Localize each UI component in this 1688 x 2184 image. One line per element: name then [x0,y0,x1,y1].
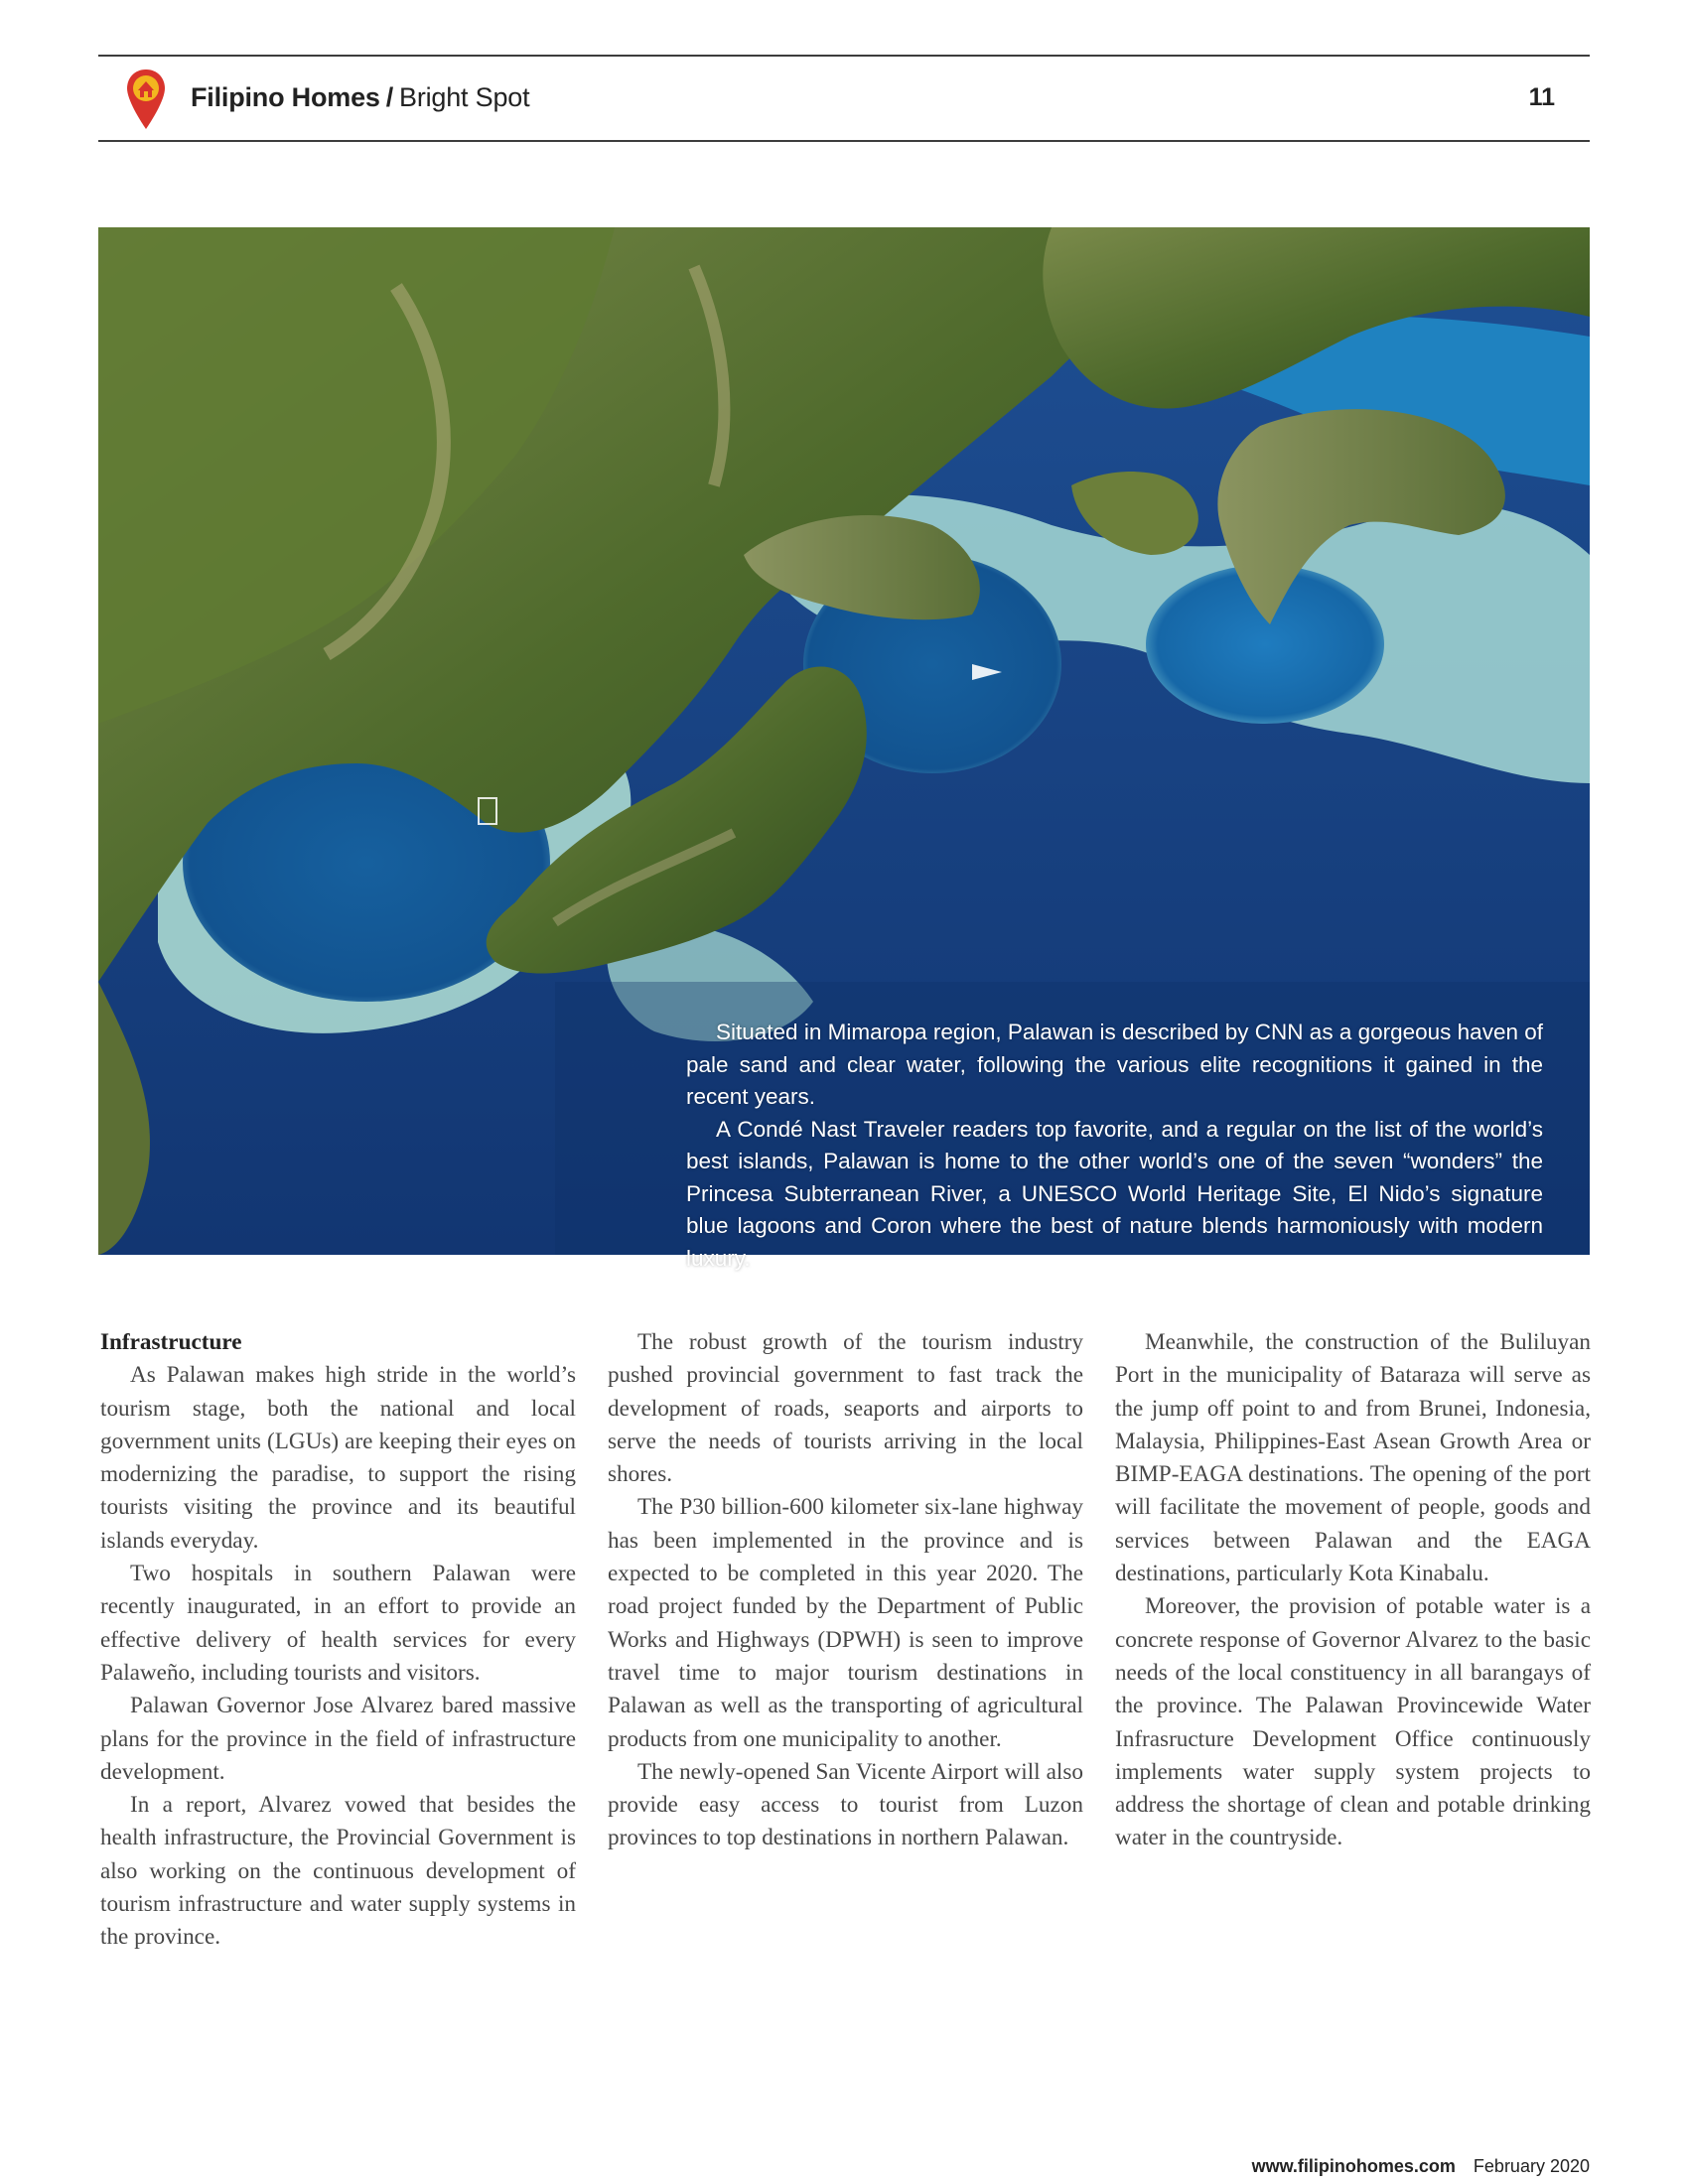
caption-paragraph: A Condé Nast Traveler readers top favorite, and a regular on the list of the world’s best islands, Palawan is home to the other world’s one of the seven “wonders” the Princesa Subterranean River, a UNESCO World Heritage Site, El Nido’s signature blue lagoons and Coron where the best of nature blends harmoniously with modern luxury. [686,1116,1543,1271]
brand-name: Filipino Homes [191,82,380,112]
body-paragraph: Two hospitals in southern Palawan were recently inaugurated, in an effort to provide an effective delivery of health services for every Palaweño, including tourists and visitors. [100,1561,576,1686]
body-paragraph: Meanwhile, the construction of the Buliluyan Port in the municipality of Bataraza will serve as the jump off point to and from Brunei, Indonesia, Malaysia, Philippines-East Asean Growth Area or BIMP-EAGA destinations. The opening of the port will facilitate the movement of people, goods and services between Palawan and the EAGA destinations, particularly Kota Kinabalu. [1115,1329,1591,1587]
body-paragraph: As Palawan makes high stride in the world’s tourism stage, both the national and local government units (LGUs) are keeping their eyes on modernizing the paradise, to support the rising tourists visiting the province and its beautiful islands everyday. [100,1362,576,1554]
publication-brand [191,82,529,113]
issue-date: February 2020 [1473,2156,1590,2176]
article-column-1 [100,1326,576,1955]
photo-caption [686,1017,1543,1275]
article-column-3 [1115,1326,1591,1855]
body-paragraph: In a report, Alvarez vowed that besides the health infrastructure, the Provincial Government is also working on the continuous development of tourism infrastructure and water supply systems in the province. [100,1792,576,1951]
location-pin-icon [125,68,167,131]
body-paragraph: The P30 billion-600 kilometer six-lane highway has been implemented in the province and is expected to be completed in this year 2020. The road project funded by the Department of Public Works and Highways (DPWH) is seen to improve travel time to major tourism destinations in Palawan as well as the transporting of agricultural products from one municipality to another. [608,1494,1083,1752]
page-number: 11 [1528,83,1555,111]
caption-paragraph: Situated in Mimaropa region, Palawan is described by CNN as a gorgeous haven of pale sand and clear water, following the various elite recognitions it gained in the recent years. [686,1020,1543,1109]
body-paragraph: The newly-opened San Vicente Airport will also provide easy access to tourist from Luzon provinces to top destinations in northern Palawan. [608,1758,1083,1851]
body-paragraph: Palawan Governor Jose Alvarez bared massive plans for the province in the field of infrastructure development. [100,1693,576,1785]
brand-separator: / [385,82,394,112]
body-paragraph: Moreover, the provision of potable water is a concrete response of Governor Alvarez to the basic needs of the local constituency in all barangays of the province. The Palawan Provincewide Water Infrasructure Development Office continuously implements water supply system projects to address the shortage of clean and potable drinking water in the countryside. [1115,1593,1591,1851]
website-link[interactable]: www.filipinohomes.com [1251,2156,1456,2176]
palawan-aerial-photo [98,227,1590,1271]
section-name: Bright Spot [399,82,530,112]
body-paragraph: The robust growth of the tourism industry pushed provincial government to fast track the development of roads, seaports and airports to serve the needs of tourists arriving in the local shores. [608,1329,1083,1488]
article-column-2 [608,1326,1083,1855]
page-footer [1252,2156,1590,2177]
header-top-rule [98,55,1590,57]
section-heading: Infrastructure [100,1329,242,1355]
header-bottom-rule [98,140,1590,142]
